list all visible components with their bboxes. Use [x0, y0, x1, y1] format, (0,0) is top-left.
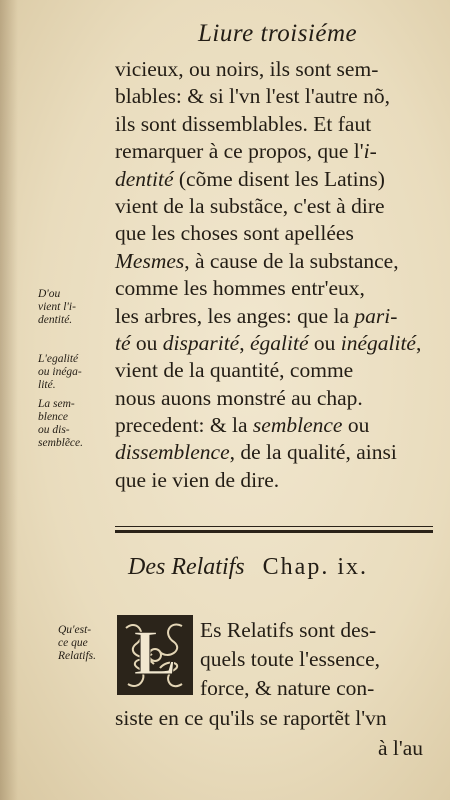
text-run: , à cause de la substance,	[184, 248, 399, 273]
text-run: vient de la substãce, c'est à dire	[115, 193, 385, 218]
margin-note-line: ou dis-	[38, 424, 70, 436]
text-run: égalité	[249, 330, 309, 355]
text-line	[115, 303, 433, 330]
text-line	[115, 248, 433, 275]
text-line	[115, 193, 433, 220]
text-line	[115, 467, 433, 494]
margin-notes	[38, 288, 114, 456]
text-run: ou	[130, 330, 163, 355]
text-run: disparité	[162, 330, 240, 355]
text-run: ,	[415, 330, 422, 355]
text-run: vicieux, ou noirs, ils sont sem-	[115, 57, 379, 81]
text-line	[115, 275, 433, 302]
paragraph-1	[115, 56, 433, 494]
margin-note	[38, 288, 114, 327]
text-run: semblence	[252, 413, 343, 438]
chapter-title: Des Relatifs	[128, 554, 245, 580]
chapter-number: Chap. ix.	[262, 554, 368, 580]
text-run: nous auons monstré au chap.	[115, 385, 363, 410]
text-run: pari-	[354, 303, 398, 328]
text-line: quels toute l'essence,	[200, 647, 380, 671]
margin-note-line: Relatifs.	[58, 650, 97, 662]
text-run: blables: & si l'vn l'est l'autre nõ,	[115, 84, 390, 109]
margin-note-line: lité.	[38, 379, 56, 391]
text-line	[115, 412, 433, 439]
margin-note-line: dentité.	[38, 314, 73, 326]
margin-note	[38, 353, 114, 392]
text-line	[115, 83, 433, 110]
text-line: Es Relatifs sont des-	[200, 618, 377, 642]
text-run: que ie vien de dire.	[115, 467, 280, 492]
text-run: inégalité	[340, 330, 416, 355]
text-run: i-	[363, 139, 377, 164]
text-line	[115, 357, 433, 384]
running-head: Liure troisiéme	[198, 20, 358, 47]
margin-note-line: Qu'est-	[58, 624, 92, 636]
gutter-shadow	[0, 0, 18, 800]
text-run: (cõme disent les Latins)	[173, 166, 385, 191]
chapter-heading	[128, 554, 418, 581]
margin-note-line: vient l'i-	[38, 301, 76, 313]
text-line: siste en ce qu'ils se raportẽt l'vn	[115, 706, 387, 730]
text-line	[115, 111, 433, 138]
text-run: comme les hommes entr'eux,	[115, 276, 365, 301]
text-run: ou	[342, 413, 370, 438]
ornamental-initial	[116, 614, 194, 696]
text-line	[115, 220, 433, 247]
margin-note-line: D'ou	[38, 288, 61, 300]
text-run: dissemblence	[115, 440, 230, 465]
text-run: precedent: & la	[115, 413, 253, 438]
initial-letter: L	[133, 617, 177, 688]
margin-note-line: semblẽce.	[38, 437, 84, 449]
text-line	[115, 138, 433, 165]
text-line	[115, 330, 433, 357]
text-line: force, & nature con-	[200, 676, 375, 700]
margin-note-line: ce que	[58, 637, 88, 649]
paragraph-2-indented	[200, 616, 422, 703]
text-line	[115, 439, 433, 466]
margin-note-line: blence	[38, 411, 69, 423]
text-line	[115, 166, 433, 193]
text-run: , de la qualité, ainsi	[229, 440, 397, 465]
chapter-rule-thick	[115, 530, 433, 533]
text-line	[115, 385, 433, 412]
text-run: remarquer à ce propos, que l'	[115, 139, 364, 164]
text-run: té	[115, 330, 131, 355]
text-run: que les choses sont apellées	[115, 221, 354, 246]
text-run: vient de la quantité, comme	[115, 358, 354, 383]
chapter-rule-thin	[115, 526, 433, 527]
text-run: les arbres, les anges: que la	[115, 303, 355, 328]
text-line: à l'au	[377, 736, 423, 760]
margin-note-line: L'egalité	[38, 353, 79, 365]
paragraph-2-full	[115, 703, 423, 763]
text-run: Mesmes	[115, 248, 185, 273]
margin-note-relatifs	[58, 624, 113, 663]
text-run: ,	[239, 330, 250, 355]
margin-note-line: ou inéga-	[38, 366, 82, 378]
text-run: ou	[308, 330, 341, 355]
text-run: dentité	[115, 166, 174, 191]
text-run: ils sont dissemblables. Et faut	[115, 111, 372, 136]
margin-note-line: La sem-	[38, 398, 75, 410]
margin-note	[38, 398, 114, 450]
text-line	[115, 56, 433, 83]
